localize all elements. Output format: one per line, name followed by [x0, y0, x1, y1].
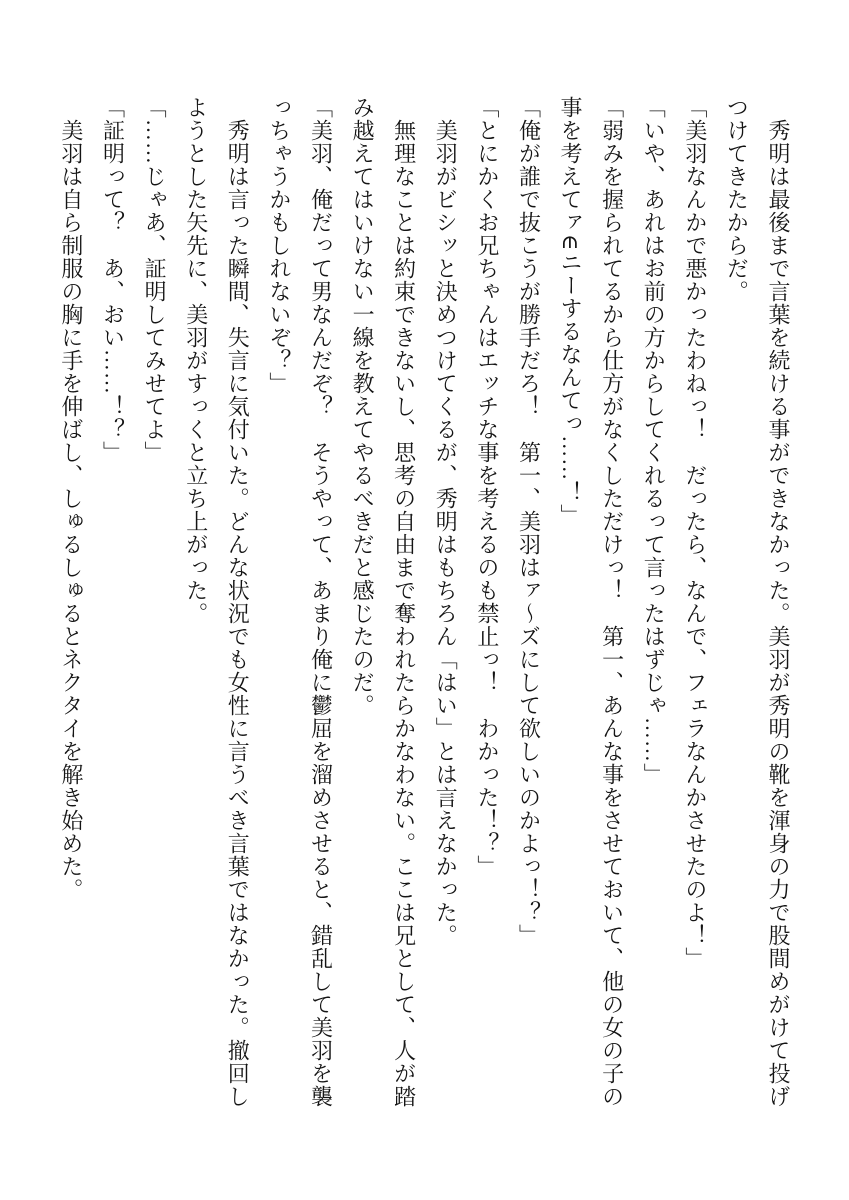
paragraph-narrative-7: 無理なことは約束できないし、思考の自由まで奪われたらかなわない。ここは兄として、人が踏み越えてはいけない一線を教えてやるべきだと感じたのだ。	[350, 96, 417, 1108]
paragraph-narrative-12: 美羽は自ら制服の胸に手を伸ばし、しゅるしゅるとネクタイを解き始めた。	[58, 119, 84, 901]
paragraph-narrative-0: 秀明は最後まで言葉を続ける事ができなかった。美羽が秀明の靴を渾身の力で股間めがけて投げつけてきたからだ。	[724, 96, 791, 1108]
vertical-text-block	[50, 96, 799, 1108]
paragraph-dialogue-8: 「美羽、俺だって男なんだぞ？ そうやって、あまり俺に鬱屈を溜めさせると、錯乱して美羽を襲っちゃうかもしれないぞ？」	[266, 96, 334, 1108]
paragraph-dialogue-3: 「弱みを握られてるから仕方がなくしただけっ！ 第一、あんな事をさせておいて、他の女の子の事を考えてァ∈ニーするなんてっ……！」	[558, 96, 625, 1108]
paragraph-dialogue-4: 「俺が誰で抜こうが勝手だろ！ 第一、美羽はァ～ズにして欲しいのかよっ！？」	[516, 96, 542, 947]
paragraph-dialogue-1: 「美羽なんかで悪かったわねっ！ だったら、なんで、フェラなんかさせたのよ！」	[682, 96, 708, 970]
paragraph-dialogue-5: 「とにかくお兄ちゃんはエッチな事を考えるのも禁止っ！ わかった！？」	[474, 96, 500, 878]
paragraph-narrative-9: 秀明は言った瞬間、失言に気付いた。どんな状況でも女性に言うべき言葉ではなかった。撤回しようとした矢先に、美羽がすっくと立ち上がった。	[183, 96, 251, 1108]
paragraph-narrative-6: 美羽がビシッと決めつけてくるが、秀明はもちろん「はい」とは言えなかった。	[433, 119, 459, 947]
paragraph-dialogue-11: 「証明って？ あ、おい……！？」	[100, 96, 126, 464]
paragraph-dialogue-10: 「……じゃあ、証明してみせてよ」	[142, 96, 168, 464]
paragraph-dialogue-2: 「いや、あれはお前の方からしてくれるって言ったはずじゃ……」	[641, 96, 667, 786]
